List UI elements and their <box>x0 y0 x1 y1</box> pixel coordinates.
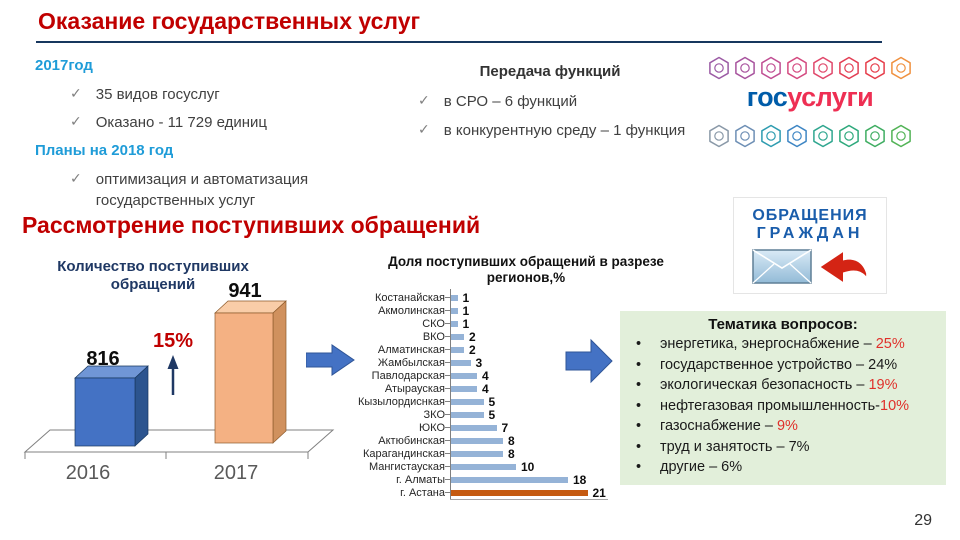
region-value: 4 <box>482 381 489 396</box>
medical-cross-icon <box>840 126 858 147</box>
gosuslugi-logo <box>706 82 914 113</box>
region-bar <box>451 438 503 444</box>
house-icon <box>814 58 832 79</box>
appeals-line2: ГРАЖДАН <box>756 225 864 242</box>
region-row <box>352 356 662 369</box>
region-bar <box>451 360 471 366</box>
topic-item <box>628 334 938 355</box>
gosuslugi-logo-part1: гос <box>746 82 788 112</box>
topic-item <box>628 416 938 437</box>
topic-item <box>628 396 938 417</box>
region-value: 21 <box>592 485 606 500</box>
lamp-icon <box>814 126 832 147</box>
topic-item <box>628 375 938 396</box>
bullet-icon: • <box>636 377 642 393</box>
region-bar <box>451 308 458 314</box>
topic-text: экологическая безопасность – 19% <box>660 377 898 393</box>
topics-box <box>620 311 946 485</box>
region-label: Мангистауская <box>368 460 445 473</box>
document-icon <box>788 58 806 79</box>
bar-2016 <box>75 366 148 446</box>
topic-item <box>628 437 938 458</box>
region-row <box>352 343 662 356</box>
plans-2018-heading: Планы на 2018 год <box>35 142 174 159</box>
region-value: 8 <box>508 446 515 461</box>
topic-text: газоснабжение – 9% <box>660 418 798 434</box>
contract-icon <box>866 126 884 147</box>
growth-percent-label: 15% <box>152 330 194 352</box>
growth-up-arrow-icon <box>168 355 179 395</box>
book-icon <box>892 58 910 79</box>
chart1-title-line2: обращений <box>110 276 196 293</box>
bar-2017 <box>215 301 286 443</box>
region-label: Алматинская <box>377 343 445 356</box>
region-bar <box>451 334 464 340</box>
region-label: г. Алматы <box>396 473 445 486</box>
bullet-icon: • <box>636 336 642 352</box>
region-bar <box>451 386 477 392</box>
region-chart-baseline <box>450 499 608 500</box>
page-title: Оказание государственных услуг <box>38 8 421 34</box>
year-2017-heading: 2017год <box>35 57 93 74</box>
transfer-heading: Передача функций <box>479 63 621 80</box>
region-bar <box>451 477 568 483</box>
region-value: 8 <box>508 433 515 448</box>
topic-text: труд и занятость – 7% <box>660 438 810 455</box>
pipeline-icon <box>892 126 910 147</box>
topic-text: энергетика, энергоснабжение – 25% <box>660 336 905 352</box>
gosuslugi-icons-top-row <box>706 56 914 80</box>
region-value: 3 <box>475 355 483 370</box>
region-chart-rows <box>352 291 662 499</box>
check-icon: ✓ <box>70 170 82 186</box>
services-item: ✓ 35 видов госуслуг <box>70 85 220 103</box>
region-value: 1 <box>462 290 470 305</box>
right-arrow-icon <box>564 338 614 384</box>
citizens-appeals-logo <box>733 197 887 294</box>
region-value: 7 <box>501 420 509 435</box>
wheel-icon <box>762 126 780 147</box>
stamp-icon <box>710 126 728 147</box>
topic-percent: 10% <box>880 397 910 414</box>
region-row <box>352 369 662 382</box>
transfer-item: ✓ в конкурентную среду – 1 функция <box>418 121 686 139</box>
check-icon: ✓ <box>70 113 82 129</box>
topic-percent: 9% <box>776 418 798 434</box>
bullet-icon: • <box>636 397 642 414</box>
region-label: ЮКО <box>419 421 445 434</box>
region-bar <box>451 399 484 405</box>
region-row <box>352 421 662 434</box>
transfer-item: ✓ в СРО – 6 функций <box>418 92 578 110</box>
region-value: 5 <box>488 394 496 409</box>
region-bar <box>451 425 497 431</box>
passport-icon <box>866 58 884 79</box>
title-divider <box>36 41 882 43</box>
region-label: Атырауская <box>384 382 445 395</box>
region-row <box>352 395 662 408</box>
region-value: 1 <box>462 316 470 331</box>
region-bar <box>451 321 458 327</box>
region-row <box>352 473 662 486</box>
services-item: ✓ Оказано - 11 729 единиц <box>70 113 267 131</box>
region-label: ЗКО <box>423 408 445 421</box>
scales-icon <box>710 58 728 79</box>
topic-percent: 24% <box>868 356 898 373</box>
plans-item: ✓ оптимизация и автоматизация государственных услуг <box>70 170 309 209</box>
topic-item <box>628 355 938 376</box>
check-icon: ✓ <box>418 121 430 137</box>
region-row <box>352 486 662 499</box>
appeals-count-chart <box>5 256 350 490</box>
check-icon: ✓ <box>418 92 430 108</box>
region-label: СКО <box>422 317 445 330</box>
region-row <box>352 434 662 447</box>
region-row <box>352 330 662 343</box>
bullet-icon: • <box>636 438 642 455</box>
region-bar <box>451 347 464 353</box>
chart1-floor <box>25 430 333 452</box>
section2-title: Рассмотрение поступивших обращений <box>22 212 481 238</box>
regions-chart-title: Доля поступивших обращений в разрезе регионов,% <box>388 254 664 285</box>
region-value: 4 <box>482 368 489 383</box>
region-row <box>352 317 662 330</box>
topic-item <box>628 457 938 478</box>
chart1-title-line1: Количество поступивших <box>57 258 249 275</box>
region-label: Акмолинская <box>378 304 445 317</box>
region-bar <box>451 373 477 379</box>
bank-card-icon <box>762 58 780 79</box>
region-value: 2 <box>469 342 476 357</box>
region-value: 2 <box>469 329 476 344</box>
topic-text: нефтегазовая промышленность-10% <box>660 397 910 414</box>
car-icon <box>736 126 754 147</box>
region-bar <box>451 451 503 457</box>
value-label-2016: 816 <box>86 348 120 370</box>
region-label: Павлодарская <box>371 369 445 382</box>
region-label: Актюбинская <box>378 434 445 447</box>
region-row <box>352 408 662 421</box>
region-bar <box>451 295 458 301</box>
topics-heading: Тематика вопросов: <box>708 316 858 333</box>
region-value: 5 <box>488 407 496 422</box>
region-label: Карагандинская <box>363 447 445 460</box>
certificate-icon <box>736 58 754 79</box>
envelope-icon <box>752 249 814 285</box>
gosuslugi-logo-part2: услуги <box>787 82 874 112</box>
axis-label-2017: 2017 <box>213 462 259 484</box>
region-bar <box>451 490 588 496</box>
region-row <box>352 291 662 304</box>
region-label: Костанайская <box>374 291 445 304</box>
topic-text: государственное устройство – 24% <box>660 356 898 373</box>
region-label: г. Астана <box>400 486 445 499</box>
region-value: 18 <box>573 472 587 487</box>
topic-text: другие – 6% <box>660 459 743 475</box>
page-number: 29 <box>914 512 932 529</box>
region-value: 10 <box>521 459 535 474</box>
red-arrow-left-icon <box>818 249 868 285</box>
region-row <box>352 304 662 317</box>
building-icon <box>788 126 806 147</box>
id-card-icon <box>840 58 858 79</box>
region-row <box>352 447 662 460</box>
region-row <box>352 460 662 473</box>
region-row <box>352 382 662 395</box>
value-label-2017: 941 <box>228 280 262 302</box>
bullet-icon: • <box>636 459 642 475</box>
topic-percent: 25% <box>875 336 905 352</box>
right-arrow-icon <box>306 344 356 376</box>
region-value: 1 <box>462 303 470 318</box>
region-bar <box>451 412 484 418</box>
gosuslugi-icons-bottom-row <box>706 124 914 148</box>
topics-list <box>628 334 938 478</box>
region-label: Кызылордиснкая <box>357 395 445 408</box>
region-bar <box>451 464 516 470</box>
axis-label-2016: 2016 <box>65 462 111 484</box>
check-icon: ✓ <box>70 85 82 101</box>
region-label: Жамбылская <box>377 356 445 369</box>
regions-chart <box>352 254 662 500</box>
bullet-icon: • <box>636 356 642 373</box>
topic-percent: 19% <box>868 377 898 393</box>
appeals-line1: ОБРАЩЕНИЯ <box>752 207 868 224</box>
region-label: ВКО <box>422 330 445 343</box>
region-chart-axis <box>450 289 451 499</box>
bullet-icon: • <box>636 418 642 434</box>
